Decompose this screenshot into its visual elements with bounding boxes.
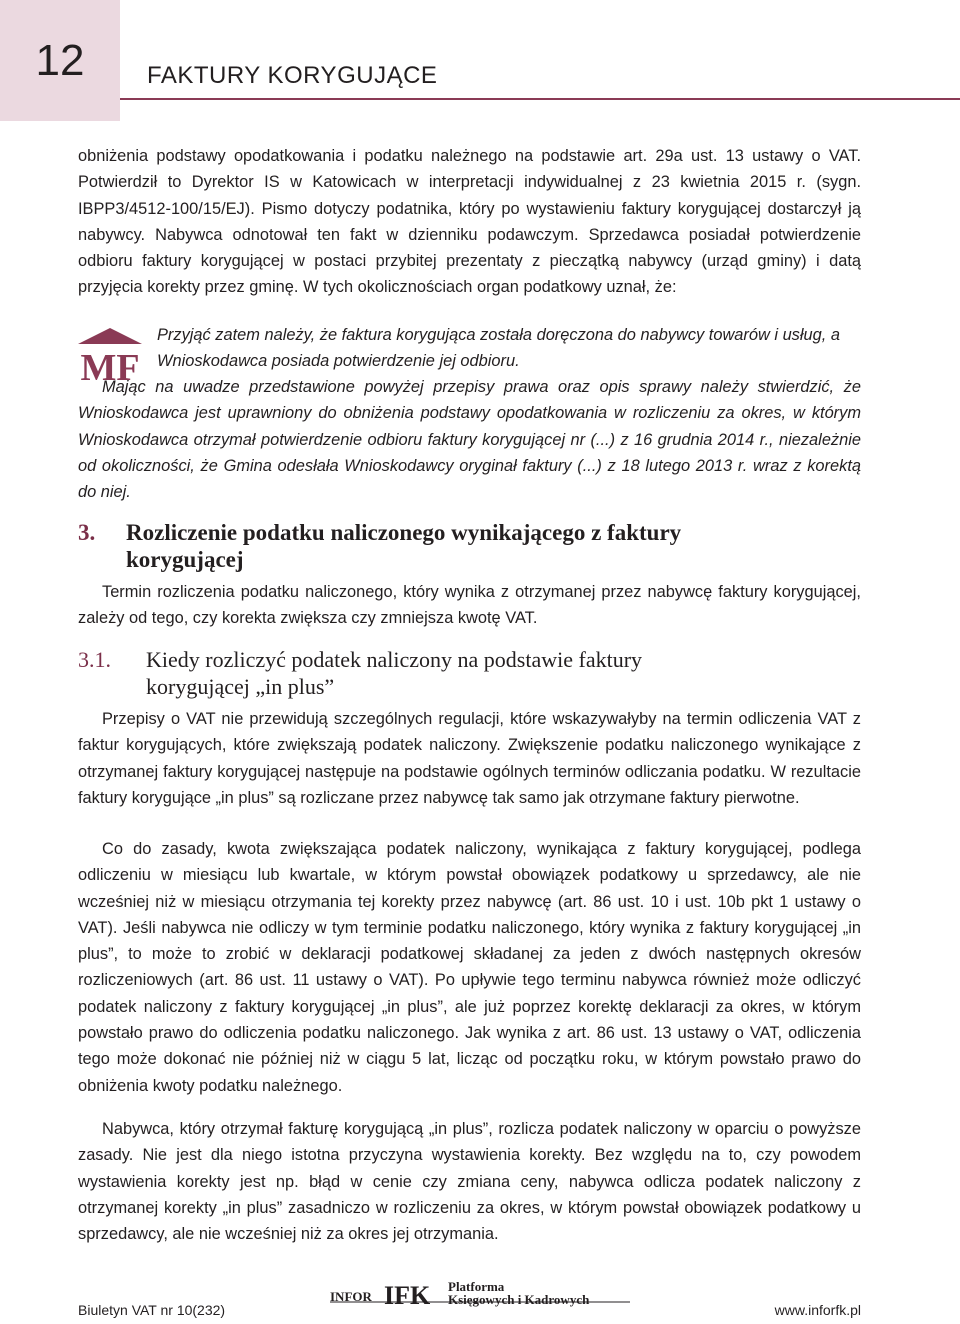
header-rule (120, 98, 960, 100)
footer-publication: Biuletyn VAT nr 10(232) (78, 1302, 226, 1318)
platforma-logo-text: Platforma (448, 1280, 505, 1294)
section-3-heading (78, 519, 681, 573)
section-3-number: 3. (78, 520, 96, 545)
section-3-1-title-line1: Kiedy rozliczyć podatek naliczony na podstawie faktury (146, 647, 643, 672)
infor-logo-text: INFOR (330, 1289, 372, 1304)
section-3-1-paragraph-2: Co do zasady, kwota zwiększająca podatek naliczony, wynikająca z faktury korygującej, podlega odliczeniu w miesiącu lub kwartale, w którym powstał obowiązek podatkowy u sprzedawcy, ale nie wcześniej niż w miesiącu otrzymania tej korekty przez nabywcę (art. 86 ust. 10 i ust. 10b pkt 1 ustawy o VAT). Jeśli nabywca nie odliczy w tym terminie podatku naliczonego, który wynika z faktury korygującej „in plus”, to może to zrobić w deklaracji podatkowej składanej za jeden z dwóch następnych okresów rozliczeniowych (art. 86 ust. 11 ustawy o VAT). Po upływie tego terminu nabywca również może odliczyć podatek naliczony z faktury korygującej „in plus”, ale już poprzez korektę deklaracji za okres, w którym powstało prawo do odliczenia podatku naliczonego. Jak wynika z art. 86 ust. 13 ustawy o VAT, odliczenia tego może dokonać nie później niż w ciągu 5 lat, licząc od początku roku, w którym powstało prawo do obniżenia kwoty podatku należnego. (78, 840, 861, 1095)
section-3-text: Termin rozliczenia podatku naliczonego, który wynika z otrzymanej przez nabywcę faktury korygującej, zależy od tego, czy korekta zwiększa czy zmniejsza kwotę VAT. (78, 583, 861, 628)
section-3-1-paragraph-3: Nabywca, który otrzymał fakturę korygującą „in plus”, rozlicza podatek naliczony w oparciu o powyższe zasady. Nie jest dla niego istotna przyczyna wystawienia korekty. Bez względu na to, czy powodem wystawienia korekty jest np. błąd w cenie czy zmiana ceny, nabywca odlicza podatek naliczony z otrzymanej korekty „in plus” zasadniczo w rozliczeniu za okres, w którym powstał obowiązek podatkowy u sprzedawcy, ale nie wcześniej niż za okres jej otrzymania. (78, 1120, 861, 1244)
ifk-logo-text: IFK (384, 1281, 431, 1310)
section-3-1-paragraph-1: Przepisy o VAT nie przewidują szczególnych regulacji, które wskazywałyby na termin odliczenia VAT z faktur korygujących, które zwiększają podatek naliczony. Zwiększenie podatku naliczonego wynikające z otrzymanej faktury korygującej następuje na podstawie ogólnych terminów odliczania podatku. W rezultacie faktury korygujące „in plus” są rozliczane przez nabywcę tak samo jak otrzymane faktury pierwotne. (78, 710, 861, 807)
chapter-title: FAKTURY KORYGUJĄCE (147, 62, 438, 89)
section-3-1-heading (78, 646, 642, 700)
section-3-1-number: 3.1. (78, 647, 111, 672)
section-3-title-line2: korygującej (126, 547, 244, 572)
page-number-box (0, 0, 120, 121)
page-number: 12 (35, 36, 85, 85)
mf-logo-text: MF (80, 347, 140, 384)
section-3-title-line1: Rozliczenie podatku naliczonego wynikającego z faktury (126, 520, 682, 545)
section-3-1-title-line2: korygującej „in plus” (146, 674, 335, 699)
ksiegowych-logo-text: Księgowych i Kadrowych (448, 1292, 590, 1307)
paragraph-intro: obniżenia podstawy opodatkowania i podatku należnego na podstawie art. 29a ust. 13 ustawy o VAT. Potwierdził to Dyrektor IS w Katowicach w interpretacji indywidualnej z 23 kwietnia 2015 r. (sygn. IBPP3/4512-100/15/EJ). Pismo dotyczy podatnika, który po wystawieniu faktury korygującej dostarczył ją nabywcy. Nabywca odnotował ten fakt w dzienniku podawczym. Sprzedawca posiadał potwierdzenie odbioru faktury korygującej w postaci przybitej prezentaty z pieczątką nabywcy (urząd gminy) i datą przyjęcia korekty przez gminę. W tych okolicznościach organ podatkowy uznał, że: (78, 147, 861, 297)
quote-conclusion: Mając na uwadze przedstawione powyżej przepisy prawa oraz opis sprawy należy stwierdzić, że Wnioskodawca jest uprawniony do obniżenia podstawy opodatkowania w rozliczeniu za okres, w którym Wnioskodawca otrzymał potwierdzenie odbioru faktury korygującej nr (...) z 16 grudnia 2014 r., niezależnie od okoliczności, że Gmina odesłała Wnioskodawcy oryginał faktury (...) z 18 lutego 2013 r. wraz z korektą do niej. (78, 378, 861, 502)
platforma-logo-icon (330, 1280, 630, 1310)
quote-intro: Przyjąć zatem należy, że faktura korygująca została doręczona do nabywcy towarów i usług, a Wnioskodawca posiada potwierdzenie jej odbioru. (157, 326, 840, 371)
footer-website-link[interactable]: www.inforfk.pl (774, 1302, 861, 1318)
